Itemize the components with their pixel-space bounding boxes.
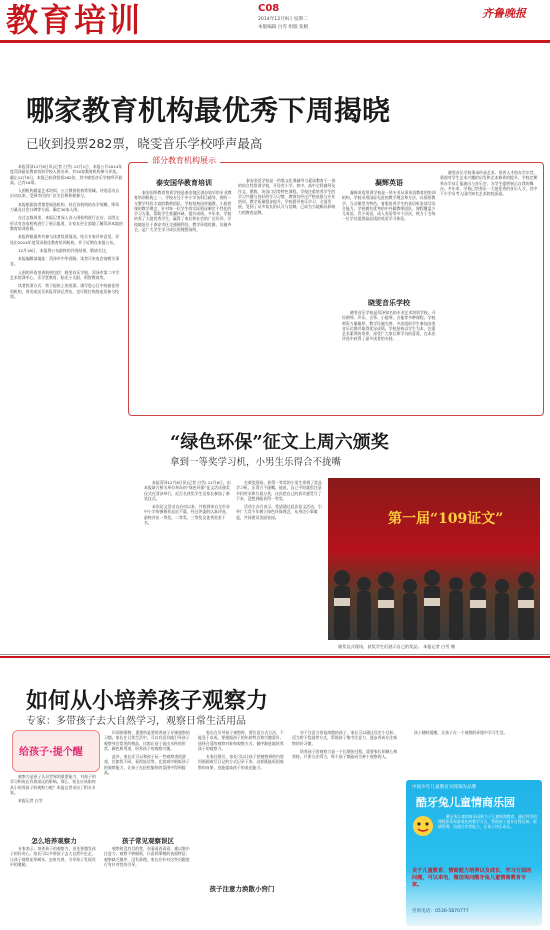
org4-text: 晓雯音乐学校是菏泽知名的专业艺术培训学校，开设钢琴、声乐、古筝、小提琴、吉他等多种课程。学校师资力量雄厚，教学设施完善，多次组织学生参加各类音乐比赛并取得优异成绩。学校坚持以学生为本，注重艺术素养的培养，深受广大家长和学员的喜爱，在本次评选中获得了最多读者的支持。	[342, 310, 436, 342]
divider-story3-red	[0, 656, 550, 658]
story3-heading-a: 怎么培养观察力	[31, 837, 77, 845]
orgs-box-title: 部分教育机构展示	[148, 155, 220, 166]
page-number: C08	[258, 3, 280, 14]
story2-headline: “绿色环保”征文上周六颁奖	[170, 432, 389, 453]
ad-slogan: 关于儿童教育、情商能力培养以及成长、学习方面的问题，可以来电，微信询问酷牙兔儿童情商教育专家。	[412, 868, 532, 888]
photo-crowd	[328, 558, 540, 640]
org5-text: 晓雯音乐学校秉承传承艺术、培养人才的办学宗旨，重视对学生艺术兴趣的启发和艺术修养的提升。学校定期举办学员汇报演出与音乐会，为学生提供展示自我的舞台。多年来，学校已培养出一大批优秀的音乐人才，其中不少学员考入国内知名艺术院校深造。	[440, 170, 538, 197]
story3-column-d: 对于注意力容易涣散的孩子，家长可以通过设定小目标、适当给予奖励等方式，帮助孩子集中注意力，逐步养成专注观察的好习惯。 培养孩子的观察力是一个长期的过程，需要家长的耐心和坚持。只要方法得当，每个孩子都能成为善于观察的人。	[292, 730, 398, 760]
story3-column-b: 识周围事物，重要的是要培养孩子仔细观察的习惯。家长在日常生活中，可以有意识地引导孩子观察身边常见的物品，比如让孩子说出水杯的形状、颜色和用途，培养孩子的观察兴趣。 此外，家长还可以和孩子玩一些观察类的游戏，比如找不同、看图说话等，在游戏中锻炼孩子的观察能力，让孩子在轻松愉快的氛围中得到提高。	[104, 730, 190, 776]
ad-brand: 酷牙兔儿童情商乐园	[416, 796, 515, 809]
story3-column-a: 观察力是孩子认识世界的重要能力，对孩子的学习和成长有着深远的影响。那么，家长应该如何从小培养孩子的观察力呢？本报记者采访了相关专家。 本报记者 白雪	[10, 774, 96, 804]
photo-banner: 第一届“109证文”	[388, 511, 504, 527]
ad-character-icon	[410, 812, 436, 838]
story3-headline: 如何从小培养孩子观察力	[26, 688, 269, 714]
org3-text: 凝辉英语培训学校是一所专业从事英语教育的培训机构，学校采用国际先进的教学理念和方法，以情景教学、互动课堂为特色，着重培养学生的英语听说读写综合能力。学校拥有优秀的中外籍教师团队，课程覆盖少儿英语、青少英语、成人英语等多个层次，致力于为每一位学员提供高品质的英语学习体验。	[342, 190, 436, 222]
story3-column-b2: 观察时没有目的性，东看看西看看，难以集中注意力；观察不够细致，只看到事物的表面特征；观察缺乏顺序，没有条理。家长应针对这些问题进行有针对性的引导。	[104, 846, 190, 867]
story1-headline: 哪家教育机构最优秀下周揭晓	[26, 94, 391, 127]
paper-logo: 齐鲁晚报	[482, 7, 526, 20]
photo-caption: 颁奖仪式现场，获奖学生们展示自己的奖品。 本报记者 白雪 摄	[338, 644, 456, 649]
ad-body: 酷牙兔儿童情商乐园致力于儿童情商教育，通过科学的课程体系和游戏化的教学方式，帮助孩子提升自我认知、情绪管理、沟通合作等能力，让孩子快乐成长。	[438, 814, 538, 829]
story3-heading-c: 孩子注意力涣散小窍门	[209, 885, 275, 893]
ad-box	[406, 780, 542, 926]
story3-subhead: 专家：多带孩子去大自然学习，观察日常生活用品	[26, 716, 246, 727]
org1-name: 泰安国华教育培训	[156, 178, 212, 187]
story2-column-b: 在颁奖现场，获得一等奖的小男生拿到了奖品学习机，乐得合不拢嘴。他说，自己平时就很注意节约用水和垃圾分类，这次把自己的真实感受写了下来，没想到能获得一等奖。 活动主办方表示，希望通过此次征文活动，引导广大青少年树立绿色环保理念，从身边小事做起，共同建设美丽家园。	[236, 480, 322, 520]
masthead	[0, 0, 550, 42]
editor-line: 本版编辑 白雪 组版 张帆	[258, 25, 309, 30]
ad-top-line: 中国少年儿童教育实践领先品牌	[412, 785, 477, 790]
org3-name: 凝辉英语	[375, 178, 403, 187]
story2-column-a: 本报菏泽12月8日讯(记者 白雪) 12月6日，由本报联合相关单位举办的“绿色环保”征文活动颁奖仪式在菏泽举行，近百名获奖学生及家长参加了颁奖仪式。 本次征文活动自启动以来，共收到来自全市各中小学的参赛作品近千篇，经过评委的认真评选，最终评出一等奖、二等奖、三等奖及优秀奖若干名。	[144, 480, 231, 526]
ad-phone: 咨询电话：0530-5870777	[412, 909, 469, 914]
tips-logo-text: 给孩子·提个醒	[19, 747, 83, 758]
org4-name: 晓雯音乐学校	[368, 298, 410, 307]
date-line: 2014年12月9日 星期二	[258, 17, 308, 22]
org1-text: 泰安国华教育培训学校是泰安地区创办较早的专业教育培训机构之一，学校专注于中小学各科目辅导，拥有一支教学经验丰富的教师团队。学校坚持因材施教、小班授课的教学理念，针对每一位学生的实际情况制定个性化的学习方案，帮助学生查漏补缺、提升成绩。多年来，学校培养了大批优秀学生，赢得了家长和社会的广泛好评。学校地址位于泰安市区交通便利处，教学环境优雅，设施齐全，是广大学生学习成长的理想场所。	[134, 190, 232, 233]
award-photo	[328, 478, 540, 640]
story3-column-a2: 专家表示，培养孩子的观察力，首先要激发孩子的好奇心。家长可以多带孩子去大自然中走走，让孩子观察花草树木、虫鱼鸟兽，引导孩子发现其中的奥秘。	[10, 846, 96, 867]
story3-column-c: 家长在引导孩子观察时，要注意方式方法，不能急于求成。要根据孩子的年龄特点和兴趣爱好，选择合适的观察对象和观察方式，循序渐进地培养孩子的观察力。 专家还建议，家长可以让孩子把观察到的内容用画画或写日记的方式记录下来，这样既能巩固观察的成果，也能提高孩子的表达能力。	[198, 730, 284, 770]
tips-logo	[12, 730, 100, 772]
divider-story3	[0, 654, 550, 655]
story1-column-left: 本报菏泽12月8日讯(记者 白雪) 12月1日，本报公开2014年度菏泽最佳教育培训学校人围名单，有30家教育机构参与评选。截止12月8日，本报已收到投票282张，其中晓雯音乐学校呼声最高，已有18票。 人围机构涵盖艺术培训、公立教育机构等领域。评选活动自启动以来，受到市民的广泛关注和积极参与。 本报根据读者推荐候选机构，结合各机构的办学规模、师资力量及社会口碑等方面，确定30家入围。 在过去数周里，本报记者深入各入围机构进行走访，以图文形式对各家机构进行了展示报道，让家长更全面地了解菏泽本地的教育培训资源。 本报将根据所有参与读者投票情况，结合专家评审意见，评选出2014年度菏泽最佳教育培训机构，并于近期在本报公布。 12月16日，本报将公布最终的评选结果，敬请关注。 本报编辑部地址：菏泽市中华西路，读者可来电咨询相关事宜。 入围的评选培训机构包括：晓雯音乐学校、菏泽市第二中学艺术培训中心、乐学堂教育、阳光小太阳、明智教育等。 读者投票方式：剪下报纸上的选票，填写您心目中的最佳培训机构，寄送或送至本报菏泽记者站，也可拨打热线电话参与投票。	[10, 164, 123, 299]
section-title: 教育培训	[6, 1, 143, 39]
story3-heading-b: 孩子常见观察误区	[122, 837, 174, 845]
org2-text: 泰安金沃学校是一所集文化课辅导与素质教育于一体的综合性培训学校，开设有小学、初中、高中全科辅导及作文、奥数、英语口语等特色课程。学校注重培养学生的学习兴趣与良好的学习习惯，教师均经过严格选拔与专业培训，教学质量稳步提升。学校倡导快乐学习、全面发展，受到了众多家长的认可与信赖，已成为当地颇具影响力的教育品牌。	[238, 178, 336, 215]
story3-column-e: 孩子随时提醒，让孩子在一个观察的环境中学习生活。	[414, 730, 508, 735]
story1-subhead: 已收到投票282票，晓雯音乐学校呼声最高	[26, 136, 263, 151]
header-rule	[0, 40, 550, 43]
story2-subhead: 拿到一等奖学习机，小男生乐得合不拢嘴	[170, 457, 342, 468]
